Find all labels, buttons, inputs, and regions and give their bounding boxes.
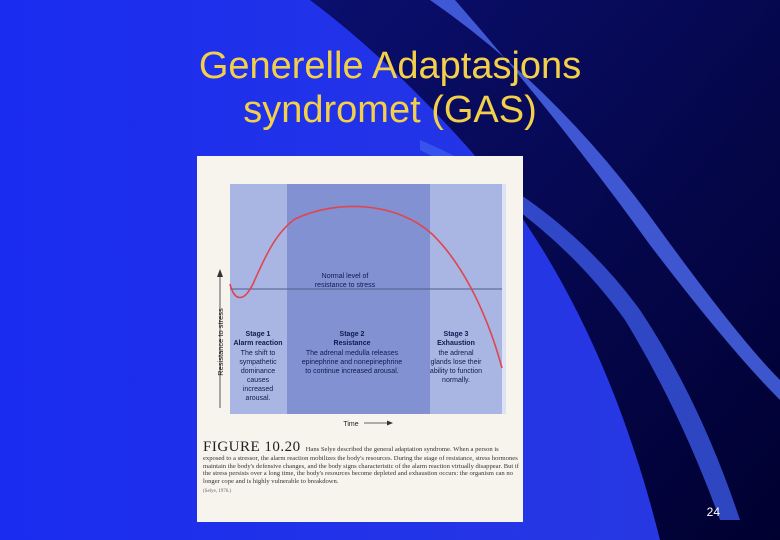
normal-level-label-2: resistance to stress [314, 282, 376, 289]
stage-3-name: Exhaustion [437, 340, 475, 347]
caption-text: Hans Selye described the general adaptation syndrome. When a person is exposed to a stressor, the alarm reaction mobilizes the body's resources. During the stage of resistance, stress hormones maintain the body's defensive changes, and the body signs characteristic of the alarm reaction virtually disappear. But if the stress persists over a long time, the body's resources become depleted and exhaustion occurs: the organism can no longer cope and is highly vulnerable to breakdown. [203, 446, 519, 485]
stage-1-desc-3: dominance [240, 368, 276, 375]
title-line-2: syndromet (GAS) [243, 89, 537, 131]
stage-1-desc-5: increased [242, 386, 274, 393]
stage-3-desc-4: normally. [442, 377, 470, 384]
stage-2-name: Resistance [333, 340, 371, 347]
y-axis-label: Resistance to stress [216, 308, 225, 376]
caption-source: (Selye, 1976.) [203, 489, 232, 495]
y-axis-arrow [217, 269, 223, 277]
stage-1-desc-1: The shift to [240, 350, 276, 357]
stage-1-desc-2: sympathetic [239, 359, 277, 366]
stage-1-desc-4: causes [246, 377, 270, 384]
stage-2-desc-3: to continue increased arousal. [305, 368, 399, 375]
slide-title [100, 44, 680, 132]
x-axis-arrow [387, 421, 393, 426]
figure-image [197, 156, 523, 522]
page-number: 24 [706, 505, 720, 519]
stage-3-desc-3: ability to function [429, 368, 483, 375]
stage-2-desc-1: The adrenal medulla releases [305, 350, 399, 357]
normal-level-label-1: Normal level of [321, 273, 369, 280]
caption-label: FIGURE 10.20 [203, 439, 301, 455]
stage-1-name: Alarm reaction [233, 340, 283, 347]
stage-1-desc-6: arousal. [245, 395, 271, 402]
stage-3-desc-1: the adrenal [438, 350, 474, 357]
gas-chart [197, 156, 523, 438]
title-line-1: Generelle Adaptasjons [198, 45, 582, 87]
stage-3-desc-2: glands lose their [430, 359, 482, 366]
stage-1-title: Stage 1 [245, 331, 271, 338]
x-axis-label: Time [343, 421, 359, 428]
figure-caption [203, 439, 519, 496]
stage-2-title: Stage 2 [339, 331, 365, 338]
stage-3-title: Stage 3 [443, 331, 469, 338]
stage-2-desc-2: epinephrine and nonepinephrine [301, 359, 403, 366]
